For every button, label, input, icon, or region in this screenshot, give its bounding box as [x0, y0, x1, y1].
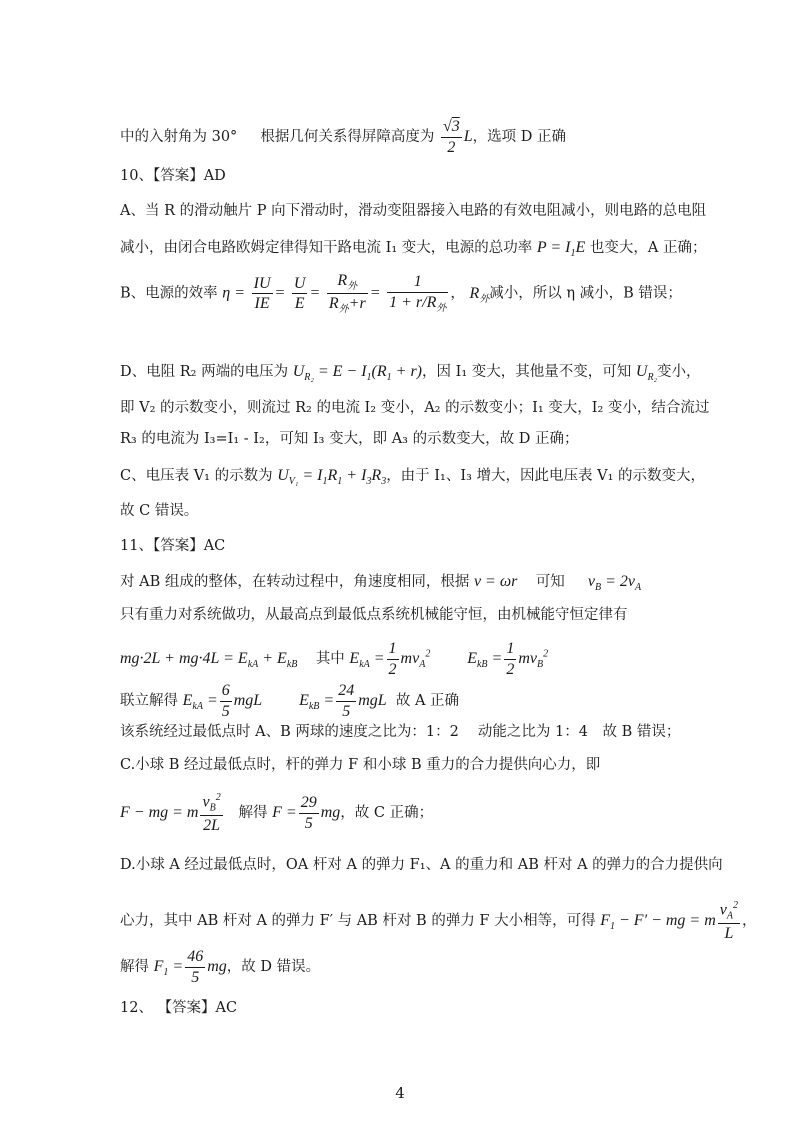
q11-option-c-equation: F − mg = m $\frac{v_B^2}{2L}$ 解得 F = $\frac{29}{5}$ mg，故 C 正确；: [120, 792, 434, 834]
q11-option-d-result: 解得 $F_1$ = $\frac{46}{5}$ mg，故 D 错误。: [120, 948, 321, 986]
q10-option-a-line2: 减小，由闭合电路欧姆定律得知干路电流 I₁ 变大，电源的总功率 $P = I_1E$ 也变大，A 正确；: [120, 239, 707, 260]
q12-heading: 12、 【答案】AC: [120, 1000, 238, 1016]
q10-heading: 10、【答案】AD: [120, 168, 226, 184]
q11-energy-equation: $mg\cdot 2L + mg\cdot 4L = E_{kA} + E_{kB}$ 其中 $E_{kA}$ = $\frac{1}{2}$ $mv_A^2$ $E_{kB}$ = $\frac{1}{2}$ $mv_B^2$: [120, 640, 549, 678]
q10-option-d-line3: R₃ 的电流为 I₃=I₁ - I₂，可知 I₃ 变大，即 A₃ 的示数变大，故 D 正确；: [120, 431, 579, 447]
q11-heading: 11、【答案】AC: [120, 538, 226, 554]
q11-line1: 对 AB 组成的整体，在转动过程中，角速度相同，根据 v = ωr 可知 $v_B = 2v_A$: [120, 573, 642, 594]
q10-option-d-line2: 即 V₂ 的示数变小，则流过 R₂ 的电流 I₂ 变小，A₂ 的示数变小；I₁ 变大，I₂ 变小，结合流过: [120, 400, 710, 416]
q11-line2: 只有重力对系统做功，从最高点到最低点系统机械能守恒，由机械能守恒定律有: [120, 607, 628, 623]
q11-solution-a: 联立解得 $E_{kA}$ = $\frac{6}{5}$ mgL $E_{kB}$ = $\frac{24}{5}$ mgL 故 A 正确: [120, 682, 460, 720]
q10-option-c-line2: 故 C 错误。: [120, 503, 199, 519]
q10-option-d-line1: D、电阻 R₂ 两端的电压为 $U_{R_2} = E - I_1(R_1 + r)$，因 I₁ 变大，其他量不变，可知 $U_{R_2}$变小，: [120, 363, 701, 384]
q10-option-a-line1: A、当 R 的滑动触片 P 向下滑动时，滑动变阻器接入电路的有效电阻减小，则电路的总电阻: [120, 203, 707, 219]
q11-option-d-line1: D.小球 A 经过最低点时，OA 杆对 A 的弹力 F₁、A 的重力和 AB 杆对 A 的弹力的合力提供向: [120, 857, 723, 873]
q10-option-c-line1: C、电压表 V₁ 的示数为 $U_{V_1} = I_1R_1 + I_3R_3$，由于 I₁、I₃ 增大，因此电压表 V₁ 的示数变大，: [120, 467, 705, 488]
q10-option-b: B、电源的效率 η = $\frac{IU}{IE}$ = $\frac{U}{E}$ = $\frac{R_外}{R_外+r}$ = $\frac{1}{1 + r/R_外}$ ， $R_外$减小，所以 η 减小，B 错误；: [120, 272, 682, 316]
page-number: 4: [395, 1084, 405, 1102]
q11-option-b: 该系统经过最低点时 A、B 两球的速度之比为：1：2 动能之比为 1：4 故 B 错误；: [120, 724, 681, 740]
q11-option-d-line2: 心力，其中 AB 杆对 A 的弹力 F′ 与 AB 杆对 B 的弹力 F 大小相等，可得 $F_1 - F'$ − mg = m $\frac{v_A^2}{L}$ ，: [120, 900, 757, 942]
q9-conclusion: 中的入射角为 30° 根据几何关系得屏障高度为 $\frac{√3}{2}$ L，选项 D 正确: [120, 118, 566, 156]
q11-option-c-text: C.小球 B 经过最低点时，杆的弹力 F 和小球 B 重力的合力提供向心力，即: [120, 757, 601, 773]
